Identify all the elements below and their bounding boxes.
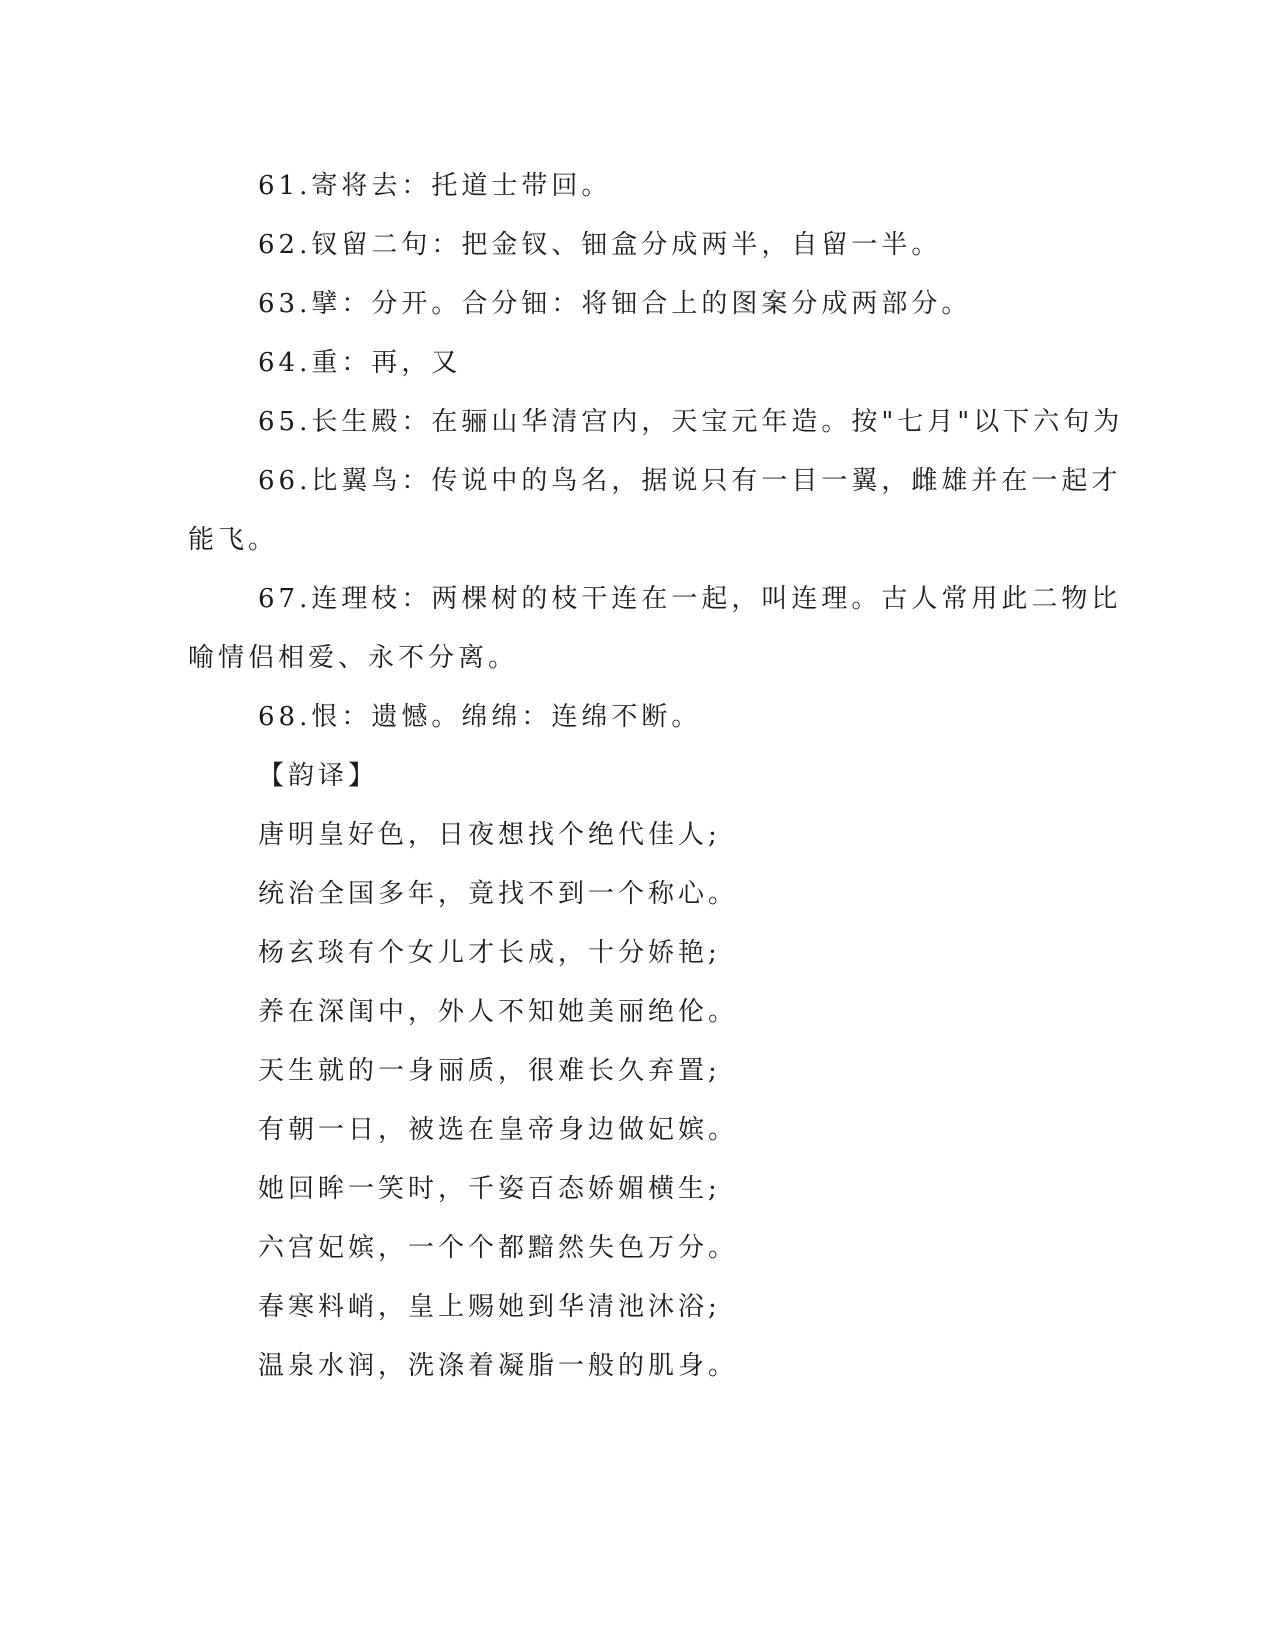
note-64: 64.重：再，又 bbox=[258, 348, 462, 378]
note-61: 61.寄将去：托道士带回。 bbox=[258, 171, 612, 201]
section-heading: 【韵译】 bbox=[258, 761, 379, 791]
note-62: 62.钗留二句：把金钗、钿盒分成两半，自留一半。 bbox=[258, 230, 942, 260]
note-66-line2: 能飞。 bbox=[188, 525, 279, 555]
note-66-line1: 66.比翼鸟：传说中的鸟名，据说只有一目一翼，雌雄并在一起才 bbox=[258, 466, 1122, 496]
translation-line: 杨玄琰有个女儿才长成，十分娇艳; bbox=[258, 938, 721, 968]
note-63: 63.擘：分开。合分钿：将钿合上的图案分成两部分。 bbox=[258, 289, 972, 319]
translation-line: 唐明皇好色，日夜想找个绝代佳人; bbox=[258, 820, 721, 850]
note-67-line1: 67.连理枝：两棵树的枝干连在一起，叫连理。古人常用此二物比 bbox=[258, 584, 1122, 614]
note-67-line2: 喻情侣相爱、永不分离。 bbox=[188, 643, 519, 673]
translation-line: 有朝一日，被选在皇帝身边做妃嫔。 bbox=[258, 1115, 739, 1145]
translation-line: 温泉水润，洗涤着凝脂一般的肌身。 bbox=[258, 1351, 739, 1381]
translation-line: 统治全国多年，竟找不到一个称心。 bbox=[258, 879, 739, 909]
translation-line: 养在深闺中，外人不知她美丽绝伦。 bbox=[258, 997, 739, 1027]
note-65: 65.长生殿：在骊山华清宫内，天宝元年造。按"七月"以下六句为 bbox=[258, 407, 1124, 437]
translation-line: 她回眸一笑时，千姿百态娇媚横生; bbox=[258, 1174, 721, 1204]
translation-line: 天生就的一身丽质，很难长久弃置; bbox=[258, 1056, 721, 1086]
translation-line: 六宫妃嫔，一个个都黯然失色万分。 bbox=[258, 1233, 739, 1263]
note-68: 68.恨：遗憾。绵绵：连绵不断。 bbox=[258, 702, 702, 732]
translation-line: 春寒料峭，皇上赐她到华清池沐浴; bbox=[258, 1292, 721, 1322]
